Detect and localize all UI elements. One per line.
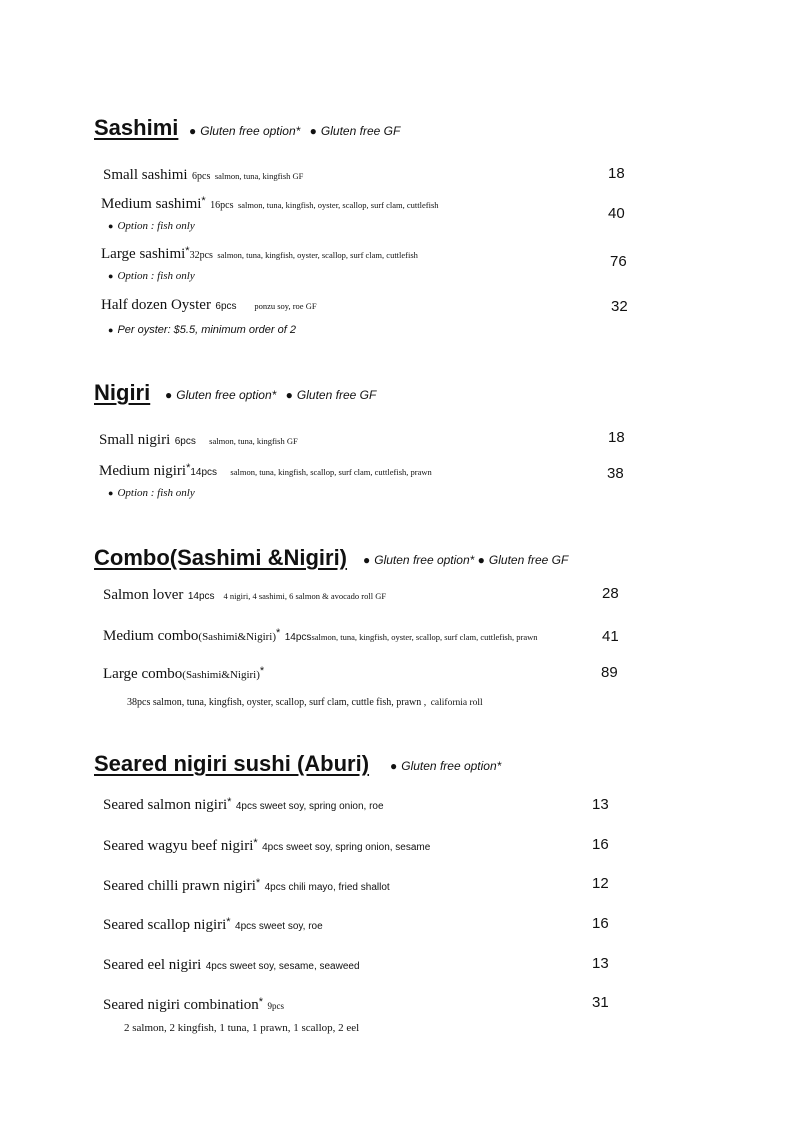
item-note-text: Option : fish only — [117, 220, 195, 232]
item-name: Seared scallop nigiri — [103, 917, 227, 933]
gf-option-label: Gluten free option* — [176, 388, 277, 402]
item-pieces: 6pcs — [192, 171, 211, 182]
gf-label: Gluten free GF — [296, 388, 377, 402]
item-description: salmon, tuna, kingfish, oyster, scallop, surf clam, cuttlefish, prawn — [311, 632, 538, 642]
item-description-line — [124, 1018, 359, 1036]
item-description: salmon, tuna, kingfish GF — [214, 171, 304, 181]
item-pieces: 6pcs — [215, 301, 237, 312]
section-title-combo: Combo(Sashimi &Nigiri) — [94, 545, 348, 570]
menu-item — [103, 916, 323, 934]
section-title-sashimi: Sashimi — [94, 115, 179, 140]
menu-item — [99, 431, 298, 449]
item-note-text: Option : fish only — [117, 487, 195, 499]
item-price: 38 — [607, 465, 624, 482]
item-price: 18 — [608, 165, 625, 182]
item-description-tail: california roll — [430, 698, 483, 708]
item-subtitle: (Sashimi&Nigiri) — [182, 669, 260, 681]
item-star: * — [201, 195, 206, 207]
item-price: 40 — [608, 205, 625, 222]
item-description: salmon, tuna, kingfish GF — [209, 436, 298, 446]
gf-label: Gluten free GF — [488, 553, 569, 567]
item-name: Seared salmon nigiri — [103, 797, 228, 813]
bullet-icon: ● — [108, 325, 114, 335]
item-name: Large combo — [103, 666, 183, 682]
item-subtitle: (Sashimi&Nigiri) — [198, 631, 277, 643]
item-price: 13 — [592, 955, 609, 972]
bullet-icon: ● — [285, 388, 293, 402]
menu-item — [103, 166, 303, 184]
gluten-free-legend — [189, 124, 400, 138]
item-price: 12 — [592, 875, 609, 892]
menu-item — [103, 586, 386, 604]
item-price: 41 — [602, 628, 619, 645]
item-price: 32 — [611, 298, 628, 315]
item-name: Seared wagyu beef nigiri — [103, 838, 254, 854]
bullet-icon: ● — [108, 221, 114, 231]
item-name: Seared chilli prawn nigiri — [103, 878, 256, 894]
item-price: 76 — [610, 253, 627, 270]
item-price: 31 — [592, 994, 609, 1011]
item-note — [108, 220, 195, 232]
menu-item — [103, 665, 264, 683]
bullet-icon: ● — [165, 388, 173, 402]
menu-item — [103, 627, 537, 645]
item-note — [108, 487, 195, 499]
bullet-icon: ● — [390, 759, 398, 773]
item-description: 4 nigiri, 4 sashimi, 6 salmon & avocado roll GF — [223, 591, 387, 601]
item-description: 4pcs sweet soy, roe — [235, 921, 323, 932]
bullet-icon: ● — [363, 553, 371, 567]
item-pieces: 6pcs — [174, 436, 196, 447]
menu-item — [103, 996, 284, 1014]
item-pieces: 14pcs — [187, 591, 215, 602]
menu-item — [101, 245, 418, 263]
gf-label: Gluten free GF — [320, 124, 401, 138]
bullet-icon: ● — [108, 271, 114, 281]
item-description-line — [127, 692, 483, 710]
bullet-icon: ● — [108, 488, 114, 498]
item-star: * — [259, 665, 265, 677]
item-star: * — [186, 462, 191, 474]
item-price: 28 — [602, 585, 619, 602]
item-star: * — [255, 877, 261, 889]
gluten-free-legend — [390, 759, 501, 773]
item-pieces: 14pcs — [190, 467, 218, 478]
item-pieces: 14pcs — [284, 632, 312, 643]
item-description: 2 salmon, 2 kingfish, 1 tuna, 1 prawn, 1 scallop, 2 eel — [124, 1022, 360, 1034]
item-description: ponzu soy, roe GF — [254, 301, 317, 311]
item-price: 18 — [608, 429, 625, 446]
menu-item — [103, 796, 384, 814]
gluten-free-legend — [165, 388, 376, 402]
item-star: * — [258, 996, 264, 1008]
item-star: * — [253, 837, 258, 849]
item-name: Small nigiri — [99, 432, 171, 448]
gluten-free-legend — [363, 553, 568, 567]
item-name: Salmon lover — [103, 587, 184, 603]
item-name: Medium combo — [103, 628, 199, 644]
bullet-icon: ● — [309, 124, 317, 138]
item-star: * — [185, 245, 190, 257]
item-note — [108, 324, 296, 336]
item-pieces: 16pcs — [210, 200, 234, 211]
section-title-nigiri: Nigiri — [94, 380, 151, 405]
item-name: Medium sashimi — [101, 196, 202, 212]
item-description: salmon, tuna, kingfish, oyster, scallop, surf clam, cuttlefish — [237, 200, 439, 210]
item-name: Half dozen Oyster — [101, 297, 211, 313]
item-description: 4pcs sweet soy, sesame, seaweed — [205, 961, 360, 972]
item-price: 89 — [601, 664, 618, 681]
item-note — [108, 270, 195, 282]
item-name: Seared nigiri combination — [103, 997, 259, 1013]
item-description: salmon, tuna, kingfish, oyster, scallop, surf clam, cuttlefish — [217, 250, 418, 260]
bullet-icon: ● — [477, 553, 485, 567]
bullet-icon: ● — [189, 124, 197, 138]
item-price: 16 — [592, 836, 609, 853]
item-star: * — [227, 796, 232, 808]
menu-item — [101, 296, 317, 314]
item-pieces: 9pcs — [267, 1001, 285, 1011]
item-pieces: 32pcs — [189, 250, 213, 261]
item-star: * — [276, 627, 281, 639]
item-name: Large sashimi — [101, 246, 186, 262]
item-name: Seared eel nigiri — [103, 957, 202, 973]
item-price: 13 — [592, 796, 609, 813]
menu-item — [103, 837, 430, 855]
item-note-text: Per oyster: $5.5, minimum order of 2 — [117, 324, 296, 336]
gf-option-label: Gluten free option* — [200, 124, 301, 138]
menu-item — [103, 956, 360, 974]
item-description: 38pcs salmon, tuna, kingfish, oyster, scallop, surf clam, cuttle fish, prawn , — [127, 697, 427, 708]
gf-option-label: Gluten free option* — [374, 553, 475, 567]
item-name: Medium nigiri — [99, 463, 187, 479]
section-title-aburi: Seared nigiri sushi (Aburi) — [94, 751, 370, 776]
item-note-text: Option : fish only — [117, 270, 195, 282]
item-description: 4pcs sweet soy, spring onion, roe — [235, 801, 384, 812]
item-description: 4pcs chili mayo, fried shallot — [264, 882, 390, 893]
item-description: 4pcs sweet soy, spring onion, sesame — [262, 842, 431, 853]
item-price: 16 — [592, 915, 609, 932]
item-star: * — [226, 916, 231, 928]
gf-option-label: Gluten free option* — [401, 759, 502, 773]
menu-item — [101, 195, 439, 213]
item-name: Small sashimi — [103, 167, 188, 183]
menu-item — [99, 462, 432, 480]
item-description: salmon, tuna, kingfish, scallop, surf clam, cuttlefish, prawn — [230, 467, 432, 477]
menu-item — [103, 877, 390, 895]
